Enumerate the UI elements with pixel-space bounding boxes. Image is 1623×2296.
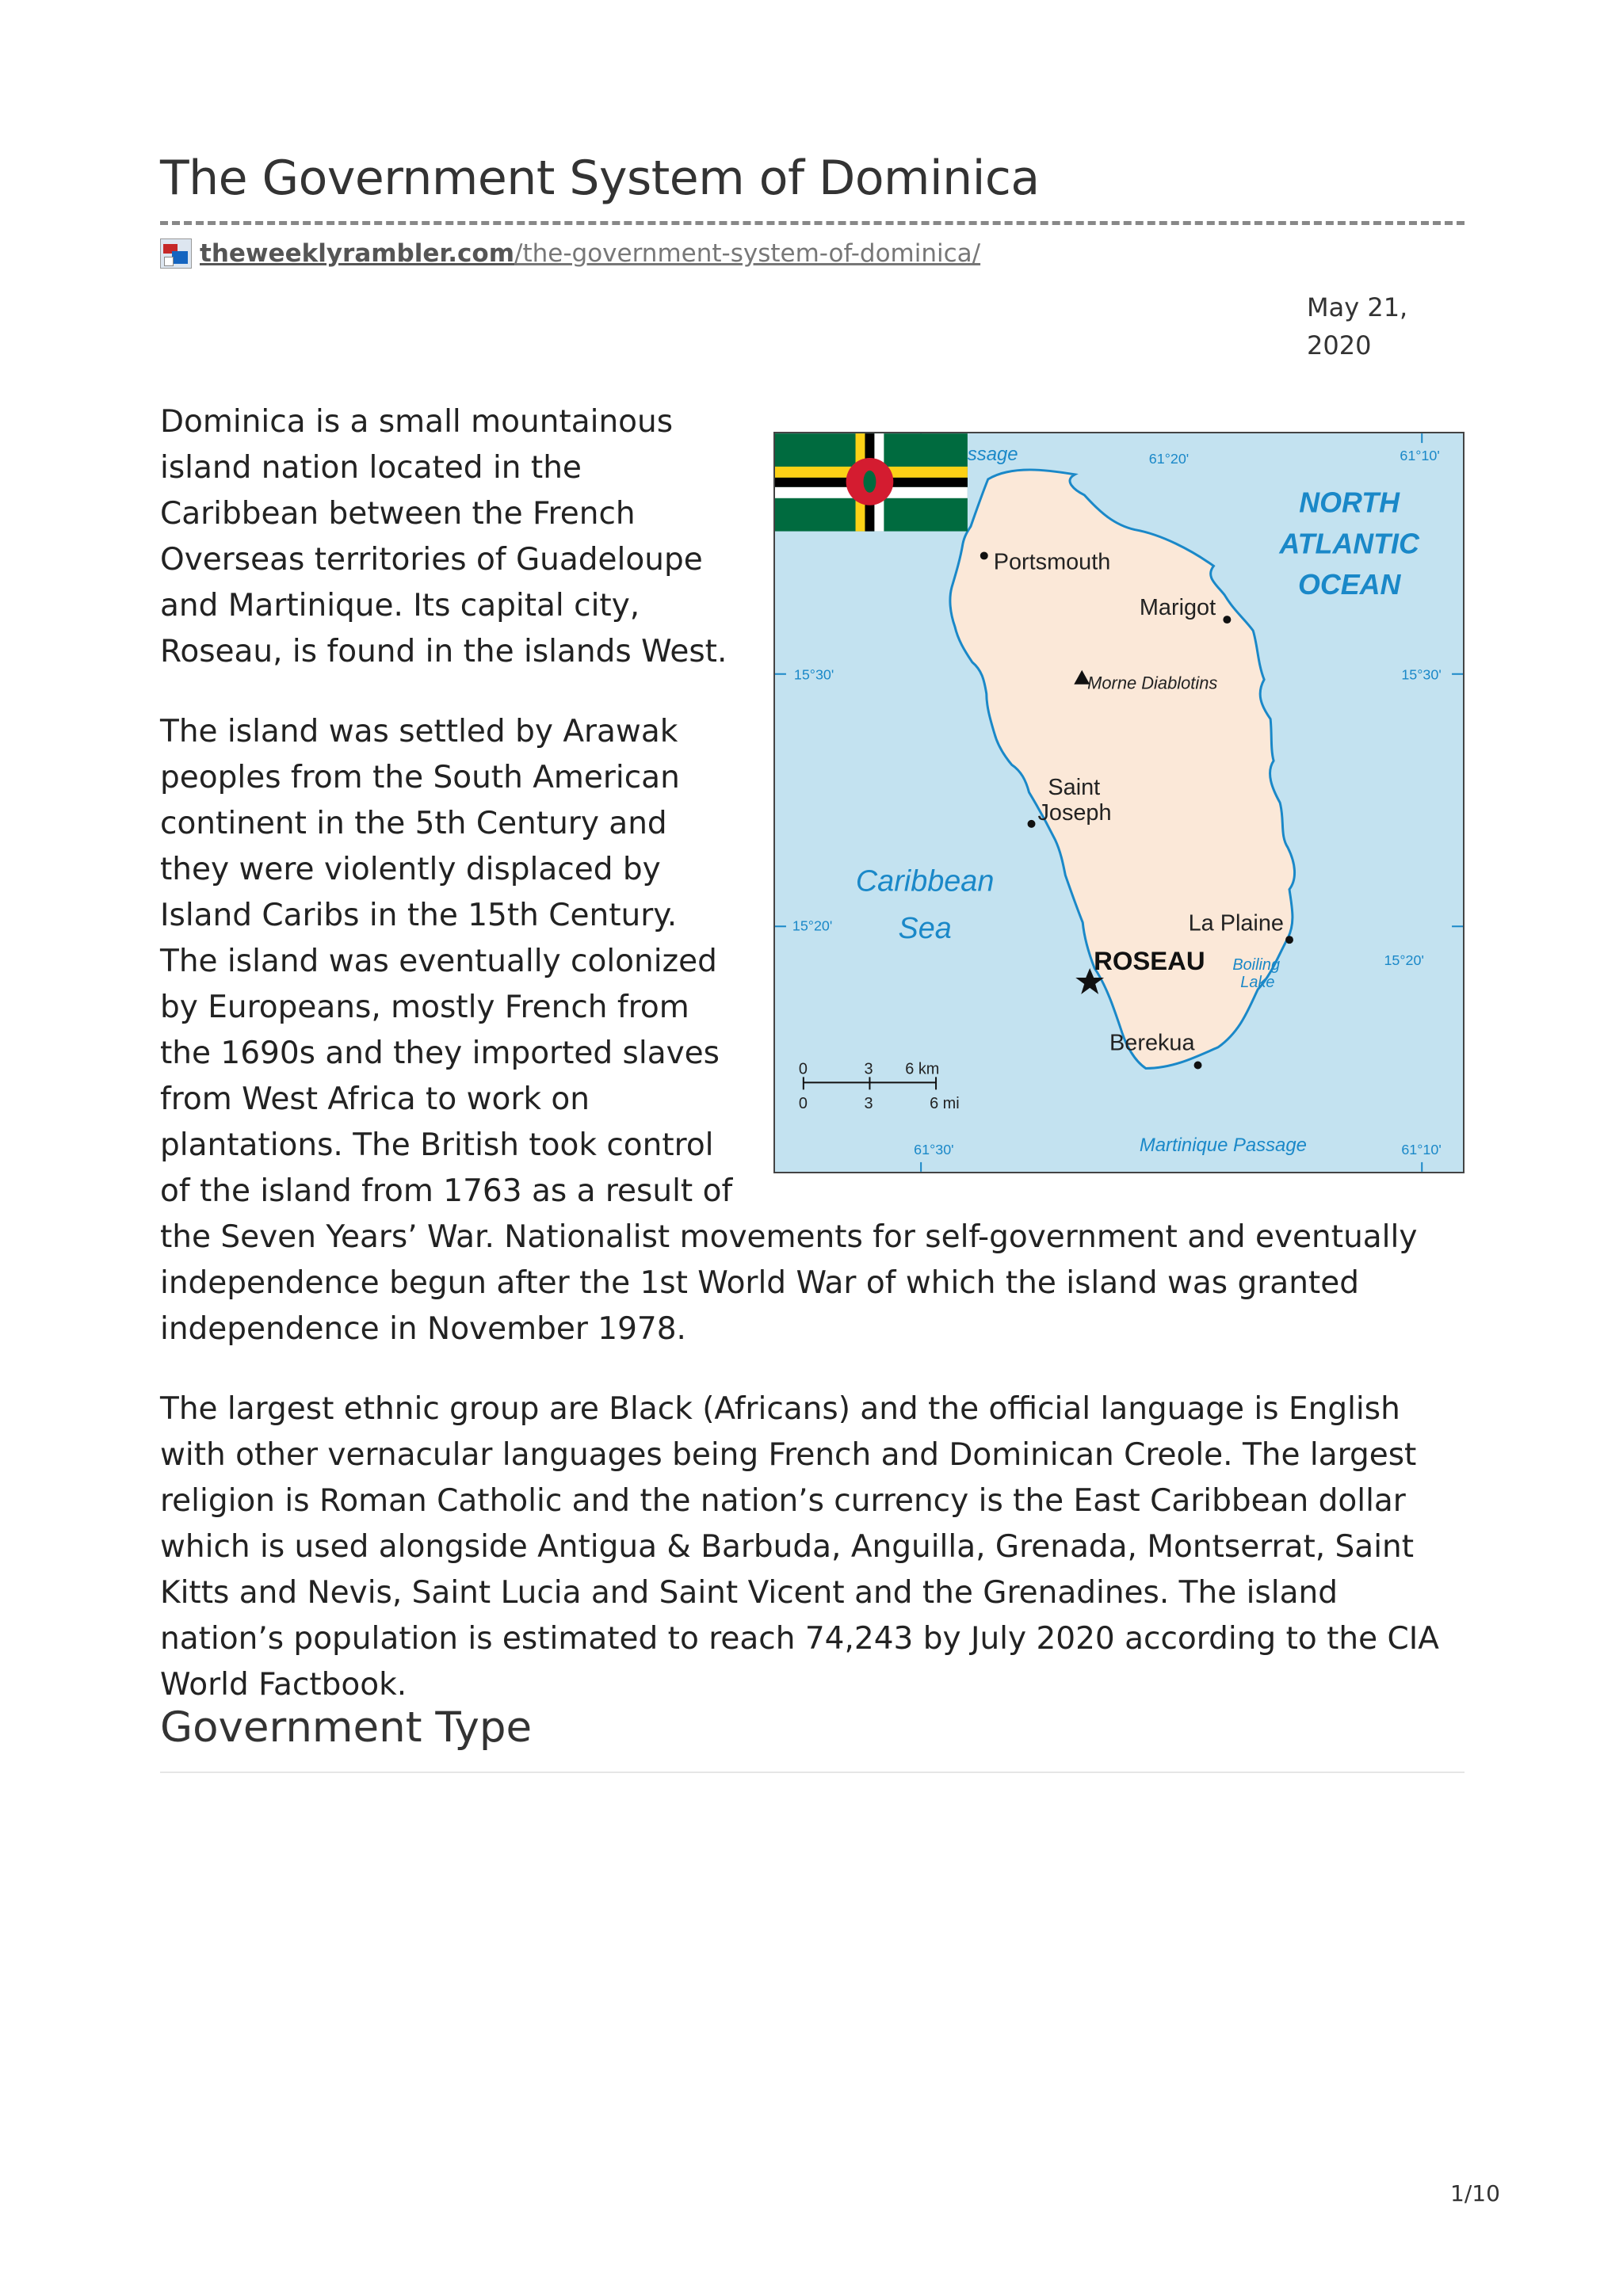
- map-sea-label-2: Sea: [898, 912, 952, 946]
- map-lon-top-right: 61°10': [1400, 447, 1440, 463]
- title-divider: [160, 221, 1465, 225]
- dominica-map-image: [773, 432, 1465, 1173]
- section-divider: [160, 1772, 1465, 1773]
- map-lat-left-lower: 15°20': [792, 917, 833, 934]
- map-lon-top-mid: 61°20': [1148, 450, 1190, 467]
- map-peak-label: Morne Diablotins: [1087, 673, 1218, 693]
- map-scale-mi-6: 6 mi: [930, 1095, 960, 1113]
- map-lon-bottom-left: 61°30': [914, 1141, 954, 1158]
- map-scale-km-3: 3: [864, 1060, 873, 1078]
- map-ocean-label-3: OCEAN: [1297, 569, 1401, 601]
- map-scale-km-6: 6 km: [905, 1060, 940, 1078]
- map-sea-label-1: Caribbean: [855, 864, 995, 898]
- map-capital-label: ROSEAU: [1094, 946, 1205, 976]
- map-scale-km-0: 0: [798, 1060, 808, 1078]
- source-link[interactable]: [160, 238, 980, 269]
- map-lat-right-upper: 15°30': [1401, 666, 1442, 683]
- map-town-portsmouth: Portsmouth: [993, 549, 1111, 575]
- site-favicon-icon: [160, 238, 192, 269]
- map-town-saint-joseph-2: Joseph: [1037, 799, 1112, 826]
- map-lake-label-1: Boiling: [1232, 956, 1281, 974]
- dominica-flag-icon: [775, 433, 968, 531]
- map-scale-mi-0: 0: [798, 1095, 808, 1113]
- page-number: 1/10: [1450, 2180, 1500, 2206]
- paragraph-3: The largest ethnic group are Black (Africans) and the official language is English with other vernacular languages being French and Dominican Creole. The largest religion is Roman Catholic and the nation’s currency is the East Caribbean dollar which is used alongside Antigua & Barbuda, Anguilla, Grenada, Montserrat, Saint Kitts and Nevis, Saint Lucia and Saint Vicent and the Grenadines. The island nation’s population is estimated to reach 74,243 by July 2020 according to the CIA World Factbook.: [160, 1391, 1439, 1703]
- map-town-saint-joseph-1: Saint: [1048, 775, 1101, 801]
- section-heading-government-type: Government Type: [160, 1703, 533, 1752]
- source-domain[interactable]: theweeklyrambler.com: [200, 239, 515, 268]
- map-ocean-label-2: ATLANTIC: [1279, 528, 1419, 560]
- page-title: The Government System of Dominica: [160, 151, 1040, 206]
- map-town-la-plaine: La Plaine: [1188, 910, 1284, 936]
- map-lake-label-2: Lake: [1240, 973, 1275, 991]
- map-passage-bottom-label: Martinique Passage: [1139, 1134, 1307, 1156]
- map-town-berekua: Berekua: [1109, 1030, 1195, 1056]
- paragraph-1: Dominica is a small mountainous island nation located in the Caribbean between the French Overseas territories of Guadeloupe and Martinique. Its capital city, Roseau, is found in the islands West.: [160, 404, 727, 669]
- map-lat-right-lower: 15°20': [1384, 952, 1424, 969]
- map-lat-left-upper: 15°30': [793, 666, 834, 683]
- article-body: [160, 399, 1465, 1742]
- map-lon-bottom-right: 61°10': [1401, 1141, 1442, 1158]
- publish-date-line2: 2020: [1307, 330, 1372, 360]
- paragraph-2: The island was settled by Arawak peoples from the South American continent in the 5th Century and they were violently displaced by Island Caribs in the 15th Century. The island was eventually colonized by Europeans, mostly French from the 1690s and they imported slaves from West Africa to work on plantations. The British took control of the island from 1763 as a result of the Seven Years’ War. Nationalist movements for self-government and eventually independence begun after the 1st World War of which the island was granted independence in November 1978.: [160, 714, 1418, 1347]
- map-town-marigot: Marigot: [1139, 595, 1216, 621]
- source-path[interactable]: /the-government-system-of-dominica/: [514, 239, 981, 268]
- publish-date: [1307, 288, 1434, 364]
- map-scale-mi-3: 3: [864, 1095, 873, 1113]
- publish-date-line1: May 21,: [1307, 292, 1408, 322]
- map-ocean-label-1: NORTH: [1299, 486, 1400, 519]
- map-passage-top-label: ssage: [967, 443, 1018, 465]
